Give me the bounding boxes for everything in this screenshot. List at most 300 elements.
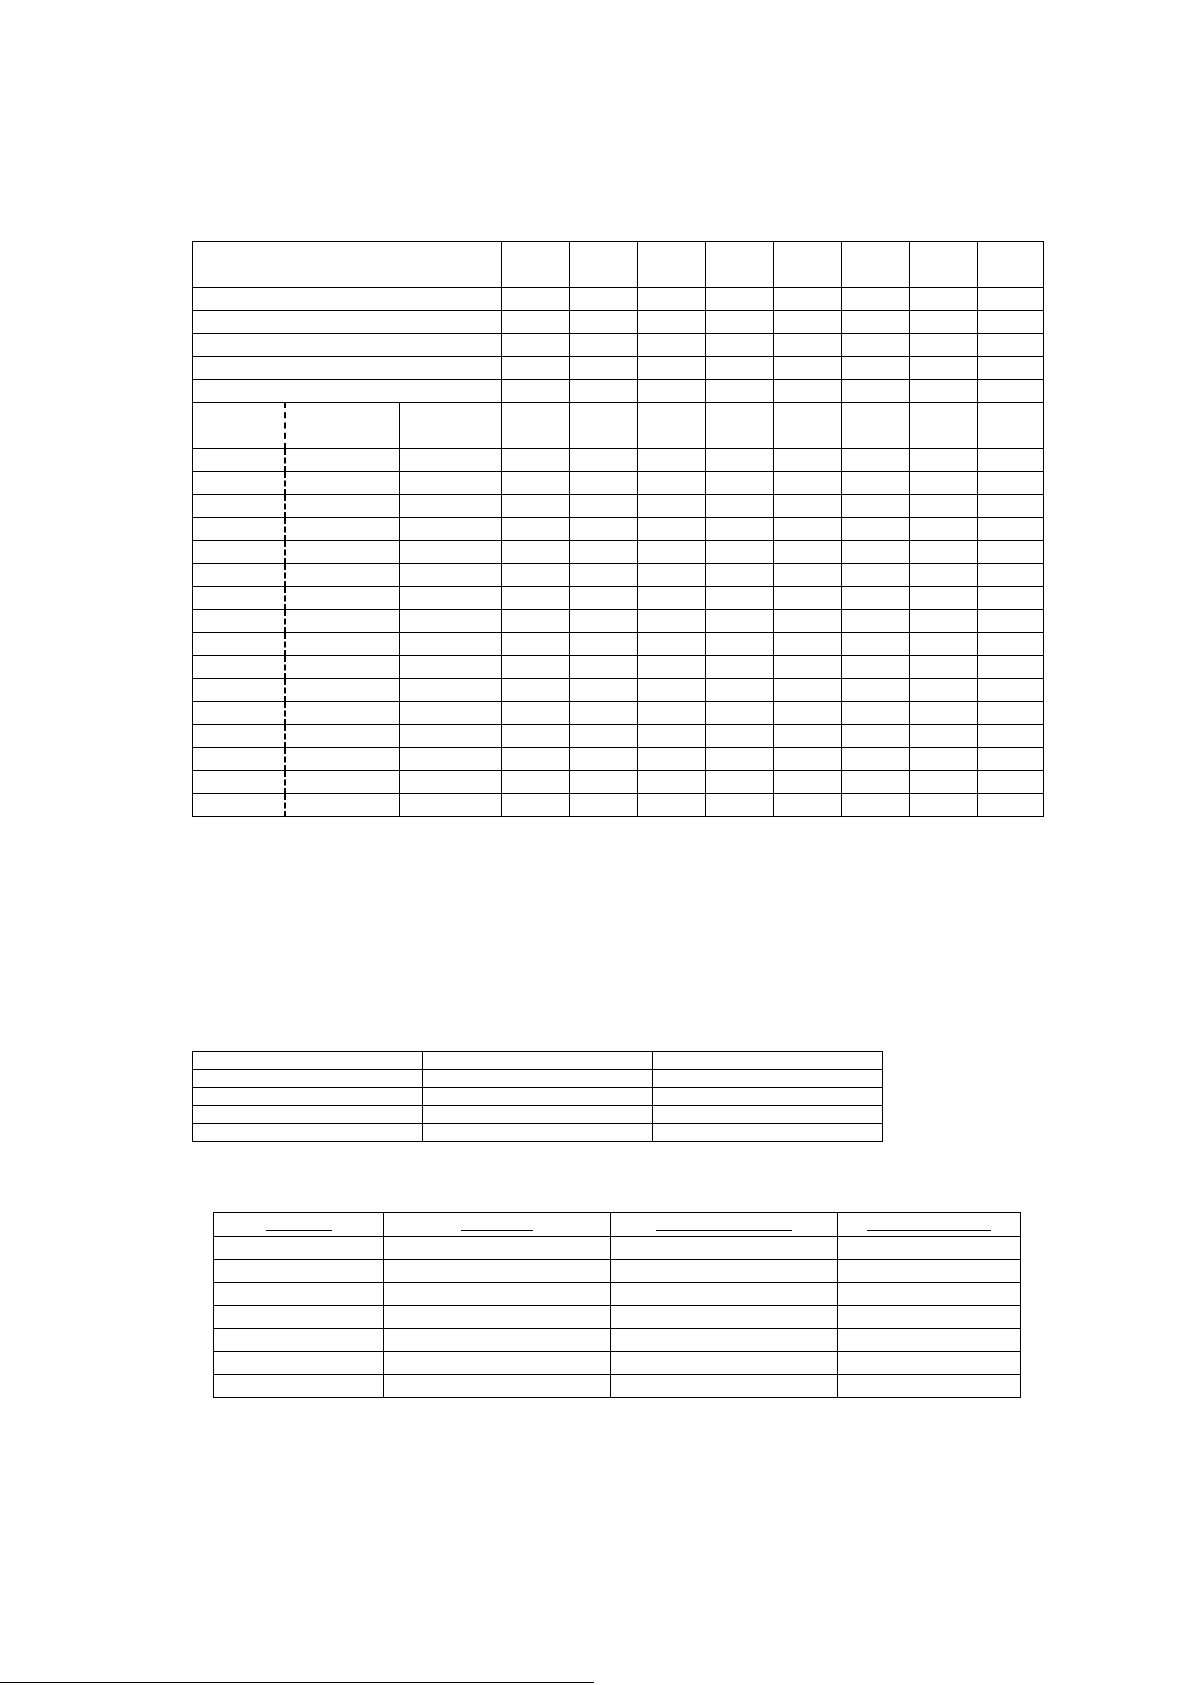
data-cell [502,472,570,495]
data-cell [910,518,978,541]
data-cell [978,587,1044,610]
data-cell [502,357,570,380]
data-cell [502,794,570,817]
data-cell [638,449,706,472]
data-cell [570,518,638,541]
data-cell [706,725,774,748]
data-cell [384,1329,611,1352]
data-cell [384,1352,611,1375]
sub-label-cell [193,403,285,449]
header-underline [266,1230,332,1231]
table-row [193,771,1044,794]
data-cell [842,518,910,541]
data-cell [611,1283,838,1306]
data-cell [706,380,774,403]
data-cell [910,702,978,725]
sub-label-cell [193,771,285,794]
data-cell [214,1375,384,1398]
data-cell [638,472,706,495]
data-cell [384,1306,611,1329]
data-cell [910,794,978,817]
data-cell [978,311,1044,334]
sub-label-cell [193,610,285,633]
data-cell [978,242,1044,288]
data-cell [774,242,842,288]
data-cell [502,311,570,334]
data-cell [570,748,638,771]
data-cell [570,725,638,748]
table-subheader-row [193,403,1044,449]
data-cell [842,794,910,817]
sub-label-cell [193,518,285,541]
table-row [193,748,1044,771]
data-cell [653,1052,883,1070]
data-cell [570,656,638,679]
data-cell [214,1237,384,1260]
data-cell [502,334,570,357]
table-row [214,1237,1021,1260]
data-cell [570,587,638,610]
data-cell [838,1283,1021,1306]
data-cell [502,633,570,656]
data-cell [706,587,774,610]
table-row [193,656,1044,679]
data-cell [706,610,774,633]
table-row [193,587,1044,610]
data-cell [910,472,978,495]
data-cell [842,242,910,288]
sub-label-cell [193,564,285,587]
sub-label-cell [400,587,502,610]
data-cell [910,656,978,679]
data-cell [774,311,842,334]
data-cell [706,472,774,495]
sub-label-cell [285,403,400,449]
data-cell [774,656,842,679]
sub-label-cell [400,495,502,518]
data-cell [910,242,978,288]
table-row [193,1088,883,1106]
data-cell [838,1352,1021,1375]
table-row [214,1306,1021,1329]
sub-label-cell [193,495,285,518]
data-cell [638,679,706,702]
table-row [193,679,1044,702]
sub-label-cell [193,633,285,656]
data-cell [706,702,774,725]
data-cell [611,1237,838,1260]
data-cell [910,610,978,633]
footnote-separator [0,1682,594,1683]
sub-label-cell [285,794,400,817]
data-cell [842,702,910,725]
data-cell [842,334,910,357]
data-cell [774,564,842,587]
data-cell [193,1088,423,1106]
sub-label-cell [400,472,502,495]
data-cell [193,1106,423,1124]
data-cell [502,403,570,449]
data-cell [774,633,842,656]
data-cell [638,495,706,518]
table-row [214,1283,1021,1306]
row-label-cell [193,288,502,311]
data-cell [842,288,910,311]
data-cell [570,564,638,587]
data-cell [978,449,1044,472]
data-cell [910,587,978,610]
data-cell [570,311,638,334]
data-cell [978,403,1044,449]
summary-table [192,1051,883,1142]
data-cell [978,495,1044,518]
data-cell [978,771,1044,794]
row-label-cell [193,357,502,380]
table-row [193,472,1044,495]
data-cell [774,725,842,748]
data-cell [638,748,706,771]
data-cell [502,748,570,771]
data-cell [910,403,978,449]
data-cell [842,311,910,334]
detail-table-body [214,1213,1021,1398]
data-cell [423,1052,653,1070]
data-cell [502,771,570,794]
table-row [214,1260,1021,1283]
data-cell [838,1237,1021,1260]
data-cell [978,564,1044,587]
sub-label-cell [400,403,502,449]
data-cell [423,1124,653,1142]
sub-label-cell [285,679,400,702]
sub-label-cell [285,518,400,541]
sub-label-cell [400,702,502,725]
data-cell [570,771,638,794]
row-label-cell [193,334,502,357]
sub-label-cell [285,702,400,725]
sub-label-cell [400,518,502,541]
data-cell [774,334,842,357]
data-cell [842,725,910,748]
data-cell [774,679,842,702]
data-cell [978,702,1044,725]
data-cell [638,288,706,311]
data-cell [384,1237,611,1260]
data-cell [978,679,1044,702]
data-cell [978,472,1044,495]
data-cell [910,357,978,380]
sub-label-cell [285,748,400,771]
sub-label-cell [285,541,400,564]
data-cell [978,748,1044,771]
data-cell [838,1329,1021,1352]
data-cell [502,679,570,702]
sub-label-cell [400,656,502,679]
data-cell [502,656,570,679]
data-cell [842,495,910,518]
data-cell [611,1306,838,1329]
data-cell [193,1052,423,1070]
data-cell [214,1260,384,1283]
data-cell [638,633,706,656]
table-row [193,518,1044,541]
data-cell [570,679,638,702]
data-cell [502,449,570,472]
data-cell [638,541,706,564]
data-cell [910,449,978,472]
sub-label-cell [285,449,400,472]
data-cell [570,403,638,449]
table-row [193,449,1044,472]
sub-label-cell [193,472,285,495]
data-cell [706,541,774,564]
data-cell [611,1329,838,1352]
data-cell [611,1375,838,1398]
data-cell [842,748,910,771]
data-cell [978,380,1044,403]
data-cell [774,518,842,541]
data-cell [706,449,774,472]
data-cell [638,311,706,334]
data-cell [653,1070,883,1088]
table-header-row [193,242,1044,288]
data-cell [706,334,774,357]
data-cell [842,541,910,564]
data-cell [774,610,842,633]
table-row [193,1070,883,1088]
sub-label-cell [285,725,400,748]
data-cell [842,380,910,403]
data-cell [842,610,910,633]
data-cell [638,403,706,449]
row-label-cell [193,311,502,334]
data-cell [423,1106,653,1124]
sub-label-cell [285,771,400,794]
table-row [193,1106,883,1124]
sub-label-cell [400,633,502,656]
data-cell [502,380,570,403]
table-row [214,1329,1021,1352]
data-cell [978,656,1044,679]
table-row [193,288,1044,311]
data-cell [842,679,910,702]
data-cell [502,702,570,725]
data-cell [214,1352,384,1375]
sub-label-cell [400,564,502,587]
sub-label-cell [285,656,400,679]
data-cell [774,541,842,564]
data-cell [384,1375,611,1398]
table-row [193,633,1044,656]
data-cell [502,242,570,288]
data-cell [910,748,978,771]
data-cell [502,564,570,587]
data-cell [910,380,978,403]
data-cell [978,794,1044,817]
data-cell [774,288,842,311]
table-row [193,380,1044,403]
data-cell [706,518,774,541]
data-cell [774,472,842,495]
data-cell [842,564,910,587]
table-row [193,725,1044,748]
header-cell [611,1213,838,1237]
header-underline [461,1230,533,1231]
data-cell [570,541,638,564]
data-cell [423,1070,653,1088]
table-row [193,794,1044,817]
data-cell [838,1375,1021,1398]
data-cell [910,495,978,518]
table-row [193,357,1044,380]
data-cell [638,357,706,380]
data-cell [214,1306,384,1329]
data-cell [774,748,842,771]
data-cell [653,1088,883,1106]
data-cell [842,357,910,380]
sub-label-cell [400,449,502,472]
data-cell [570,288,638,311]
data-cell [638,242,706,288]
data-cell [706,403,774,449]
table-row [193,541,1044,564]
data-cell [978,334,1044,357]
data-cell [570,702,638,725]
table-row [214,1352,1021,1375]
sub-label-cell [193,702,285,725]
sub-label-cell [285,587,400,610]
data-cell [706,679,774,702]
table-header-row [214,1213,1021,1237]
data-cell [214,1283,384,1306]
data-cell [570,449,638,472]
data-cell [570,495,638,518]
data-cell [570,610,638,633]
header-underline [867,1230,991,1231]
data-cell [193,1124,423,1142]
data-cell [706,242,774,288]
header-cell [384,1213,611,1237]
data-cell [774,449,842,472]
data-cell [842,472,910,495]
data-cell [706,564,774,587]
table-row [193,610,1044,633]
data-cell [502,288,570,311]
sub-label-cell [400,725,502,748]
data-cell [611,1260,838,1283]
data-cell [910,771,978,794]
sub-label-cell [193,748,285,771]
data-cell [774,587,842,610]
table-row [193,495,1044,518]
data-cell [570,794,638,817]
data-cell [638,771,706,794]
row-label-cell [193,380,502,403]
data-cell [838,1260,1021,1283]
sub-label-cell [285,495,400,518]
main-data-table [192,241,1044,817]
data-cell [774,771,842,794]
data-cell [638,518,706,541]
data-cell [638,794,706,817]
data-cell [570,380,638,403]
row-label-cell [193,242,502,288]
sub-label-cell [193,587,285,610]
sub-label-cell [400,748,502,771]
data-cell [774,403,842,449]
data-cell [838,1306,1021,1329]
data-cell [570,633,638,656]
sub-label-cell [193,794,285,817]
data-cell [910,311,978,334]
data-cell [384,1260,611,1283]
summary-table-body [193,1052,883,1142]
data-cell [502,495,570,518]
header-cell [838,1213,1021,1237]
data-cell [502,587,570,610]
data-cell [774,380,842,403]
table-row [193,334,1044,357]
data-cell [910,633,978,656]
table-row [193,1052,883,1070]
header-underline [656,1230,792,1231]
data-cell [910,288,978,311]
sub-label-cell [400,679,502,702]
sub-label-cell [193,679,285,702]
data-cell [638,587,706,610]
data-cell [706,633,774,656]
sub-label-cell [285,472,400,495]
data-cell [502,610,570,633]
sub-label-cell [193,449,285,472]
table-row [193,1124,883,1142]
data-cell [774,702,842,725]
data-cell [910,334,978,357]
table-row [214,1375,1021,1398]
sub-label-cell [193,541,285,564]
data-cell [706,311,774,334]
data-cell [910,564,978,587]
main-table-body [193,242,1044,817]
data-cell [706,288,774,311]
data-cell [570,357,638,380]
header-cell [214,1213,384,1237]
data-cell [978,357,1044,380]
data-cell [423,1088,653,1106]
data-cell [978,288,1044,311]
sub-label-cell [193,725,285,748]
data-cell [706,794,774,817]
table-row [193,311,1044,334]
data-cell [978,610,1044,633]
table-row [193,702,1044,725]
data-cell [842,633,910,656]
data-cell [842,587,910,610]
data-cell [502,541,570,564]
data-cell [706,748,774,771]
sub-label-cell [400,771,502,794]
data-cell [193,1070,423,1088]
data-cell [611,1352,838,1375]
data-cell [978,725,1044,748]
data-cell [842,656,910,679]
data-cell [910,541,978,564]
data-cell [570,472,638,495]
data-cell [638,702,706,725]
data-cell [384,1283,611,1306]
data-cell [638,564,706,587]
data-cell [842,449,910,472]
